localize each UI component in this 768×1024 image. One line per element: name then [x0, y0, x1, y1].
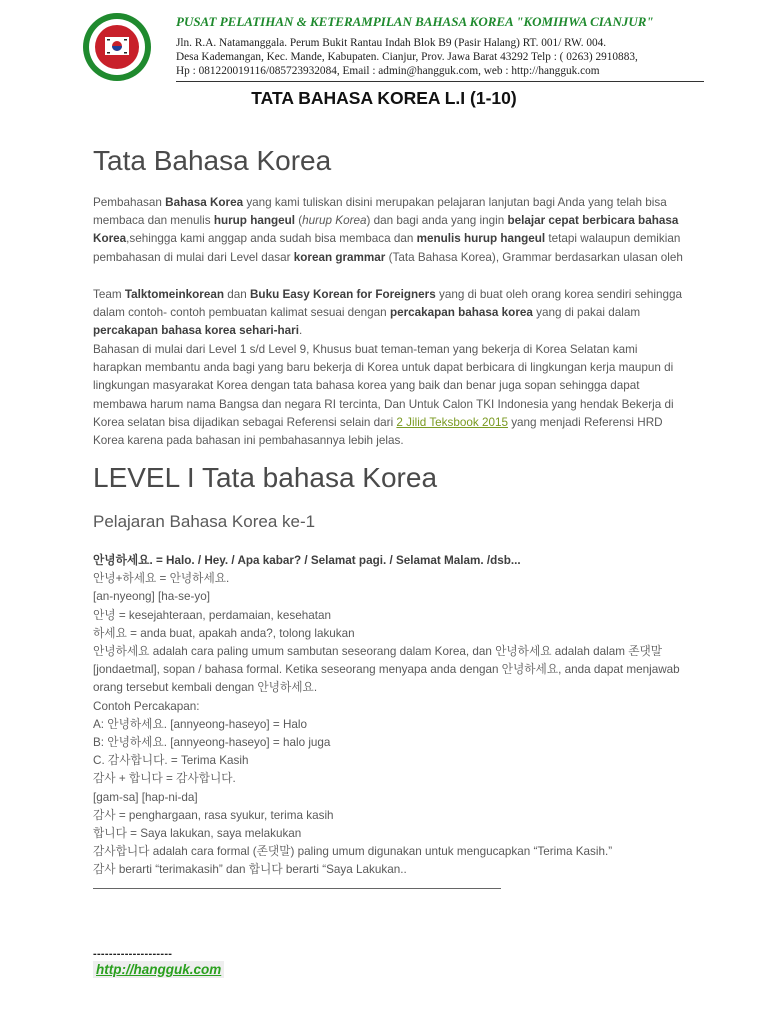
lesson-line: [an-nyeong] [ha-se-yo] [93, 590, 210, 604]
lesson-line: 안녕하세요. = Halo. / Hey. / Apa kabar? / Selamat pagi. / Selamat Malam. /dsb... [93, 554, 521, 567]
lesson-line: 합니다 = Saya lakukan, saya melakukan [93, 827, 302, 841]
letterhead-institution: PUSAT PELATIHAN & KETERAMPILAN BAHASA KOREA "KOMIHWA CIANJUR" [176, 14, 654, 29]
letterhead-address-2: Desa Kademangan, Kec. Mande, Kabupaten. Cianjur, Prov. Jawa Barat 43292 Telp : ( 0263) 2910883, [176, 51, 638, 63]
lesson-line: B: 안녕하세요. [annyeong-haseyo] = halo juga [93, 736, 331, 750]
section-heading-tata-bahasa: Tata Bahasa Korea [93, 145, 332, 176]
lesson-line: 안녕하세요 adalah cara paling umum sambutan seseorang dalam Korea, dan 안녕하세요 adalah dalam 존댓말 [jondaetmal], sopan / bahasa formal. Ketika seseorang menyapa anda dengan 안녕하세요, anda dapat menjawab orang tersebut kembali dengan 안녕하세요. [93, 645, 680, 695]
lesson-line: 감사 = penghargaan, rasa syukur, terima kasih [93, 808, 334, 822]
letterhead-address-1: Jln. R.A. Natamanggala. Perum Bukit Rantau Indah Blok B9 (Pasir Halang) RT. 001/ RW. 004. [176, 37, 607, 49]
intro-paragraph-1: Pembahasan Bahasa Korea yang kami tuliskan disini merupakan pelajaran lanjutan bagi Anda yang telah bisa membaca dan menulis hurup hangeul (hurup Korea) dan bagi anda yang ingin belajar cepat berbicara bahasa Korea,sehingga kami anggap anda sudah bisa membaca dan menulis hurup hangeul tetapi walaupun demikian pembahasan di mulai dari Level dasar korean grammar (Tata Bahasa Korea), Grammar berdasarkan ulasan oleh [93, 196, 683, 264]
teksbook-link[interactable]: 2 Jilid Teksbook 2015 [396, 415, 508, 429]
lesson-line: 안녕+하세요 = 안녕하세요. [93, 572, 230, 586]
document-title: TATA BAHASA KOREA L.I (1-10) [251, 88, 517, 108]
lesson-subheading: Pelajaran Bahasa Korea ke-1 [93, 512, 316, 531]
lesson-body [93, 552, 683, 880]
letterhead-contact: Hp : 081220019116/085723932084, Email : admin@hangguk.com, web : http://hangguk.com [176, 65, 600, 77]
lesson-line: 하세요 = anda buat, apakah anda?, tolong lakukan [93, 626, 355, 640]
komihwa-seal-logo [82, 12, 152, 82]
intro-paragraph-2: Team Talktomeinkorean dan Buku Easy Korean for Foreigners yang di buat oleh orang korea sendiri sehingga dalam contoh- contoh pembuatan kalimat sesuai dengan percakapan bahasa korea yang di pakai dalam percakapan bahasa korea sehari-hari. [93, 288, 683, 338]
footer-website-link[interactable]: http://hangguk.com [93, 961, 224, 978]
intro-paragraph-3: Bahasan di mulai dari Level 1 s/d Level 9, Khusus buat teman-teman yang bekerja di Korea Selatan kami harapkan membantu anda bagi yang baru bekerja di Korea untuk dapat berbicara di lingkungan kerja maupun di lingkungan masyarakat Korea dengan tata bahasa korea yang baik dan benar juga sopan sehingga dapat membawa harum nama Bangsa dan negara RI tercinta, Dan Untuk Calon TKI Indonesia yang hendak Bekerja di Korea selatan bisa dijadikan sebagai Referensi selain dari 2 Jilid Teksbook 2015 yang menjadi Referensi HRD Korea karena pada bahasan ini pembahasannya lebih jelas. [93, 343, 674, 448]
lesson-line: 안녕 = kesejahteraan, perdamaian, kesehatan [93, 608, 331, 622]
letterhead-divider [176, 81, 704, 82]
footer-dashes: -------------------- [93, 948, 173, 960]
lesson-line: C. 감사합니다. = Terima Kasih [93, 754, 249, 768]
lesson-line: 감사합니다 adalah cara formal (존댓말) paling umum digunakan untuk mengucapkan “Terima Kasih.” [93, 845, 613, 859]
lesson-line: 감사 + 합니다 = 감사합니다. [93, 772, 236, 786]
lesson-line: 감사 berarti “terimakasih” dan 합니다 berarti “Saya Lakukan.. [93, 863, 407, 877]
lesson-line: A: 안녕하세요. [annyeong-haseyo] = Halo [93, 717, 308, 731]
section-heading-level-1: LEVEL I Tata bahasa Korea [93, 462, 438, 493]
lesson-line: [gam-sa] [hap-ni-da] [93, 790, 198, 804]
lesson-line: Contoh Percakapan: [93, 699, 200, 713]
section-divider [93, 888, 501, 889]
